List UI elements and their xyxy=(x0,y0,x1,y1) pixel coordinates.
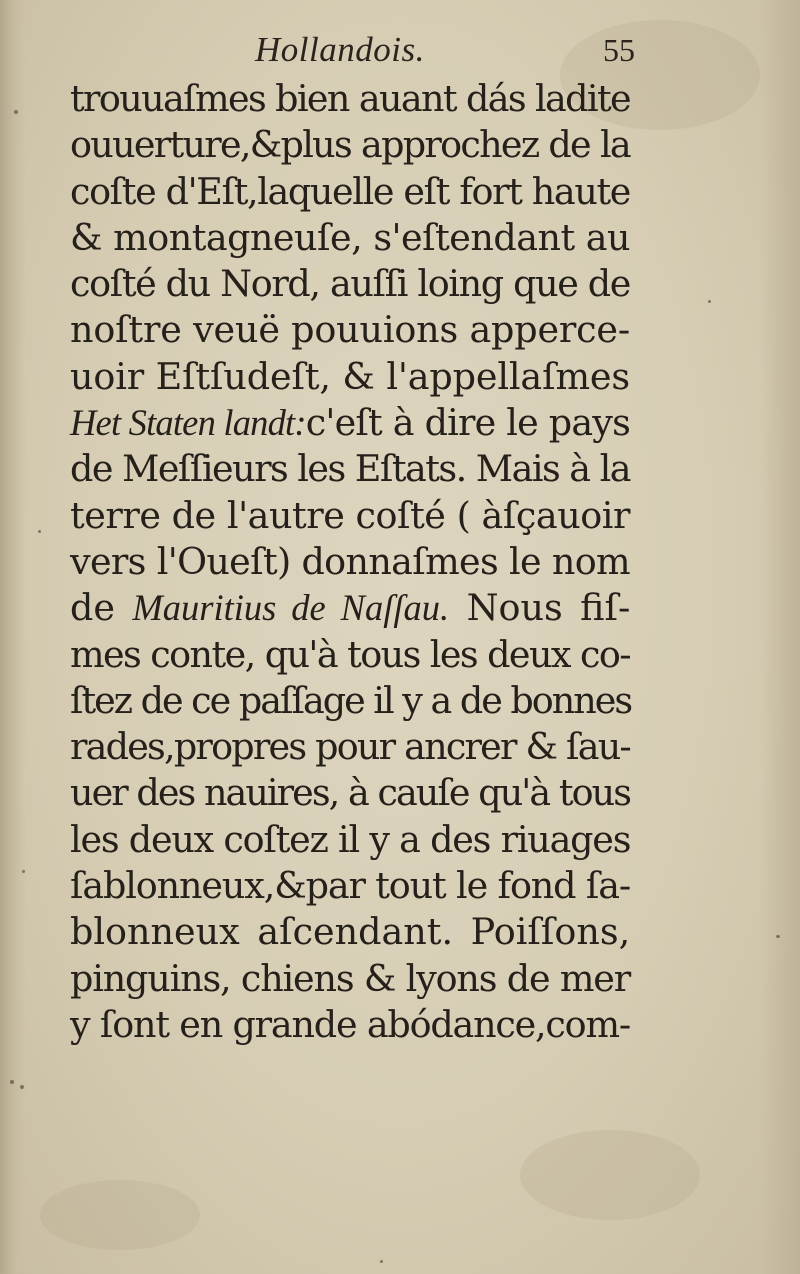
text-line: coſte d'Eſt,laquelle eſt fort haute xyxy=(70,169,630,213)
text-line: Het Staten landt:c'eſt à dire le pays xyxy=(70,401,631,445)
italic-place-name: Het Staten landt: xyxy=(70,402,306,444)
running-title: Hollandois. xyxy=(255,30,425,69)
text-line: uer des nauires, à cauſe qu'à tous xyxy=(70,771,630,815)
text-line: de Mauritius de Naſſau. Nous fiſ- xyxy=(70,586,631,630)
text-line: noſtre veuë pouuions apperce- xyxy=(70,308,631,352)
page-header xyxy=(255,30,635,80)
text-line: ſtez de ce paſſage il y a de bonnes xyxy=(70,678,632,722)
italic-place-name: Mauritius de Naſſau. xyxy=(132,587,450,629)
text-line: blonneux aſcendant. Poiſſons, xyxy=(70,910,631,954)
text-line: uoir Eſtſudeſt, & l'appellaſmes xyxy=(70,354,630,398)
text-line: y ſont en grande abódance,com- xyxy=(70,1002,630,1046)
text-line: de Meſſieurs les Eſtats. Mais à la xyxy=(70,447,630,491)
text-line: ouuerture,&plus approchez de la xyxy=(70,123,630,167)
page-number: 55 xyxy=(603,32,635,68)
paper-stain xyxy=(520,1130,700,1220)
text-line: & montagneuſe, s'eſtendant au xyxy=(70,215,630,259)
text-line: pinguins, chiens & lyons de mer xyxy=(70,956,631,1000)
text-line: rades,propres pour ancrer & ſau- xyxy=(70,725,630,769)
text-line: les deux coſtez il y a des riuages xyxy=(70,817,631,861)
text-line: coſté du Nord, auſſi loing que de xyxy=(70,262,630,306)
text-line: mes conte, qu'à tous les deux co- xyxy=(70,632,630,676)
text-line: trouuaſmes bien auant dás ladite xyxy=(70,77,630,120)
body-text xyxy=(70,76,630,1048)
paper-stain xyxy=(40,1180,200,1250)
text-line: terre de l'autre coſté ( àſçauoir xyxy=(70,493,630,537)
text-line: vers l'Oueſt) donnaſmes le nom xyxy=(70,539,630,583)
text-line: ſablonneux,&par tout le fond ſa- xyxy=(70,864,631,908)
page-edge-shadow xyxy=(760,0,800,1274)
